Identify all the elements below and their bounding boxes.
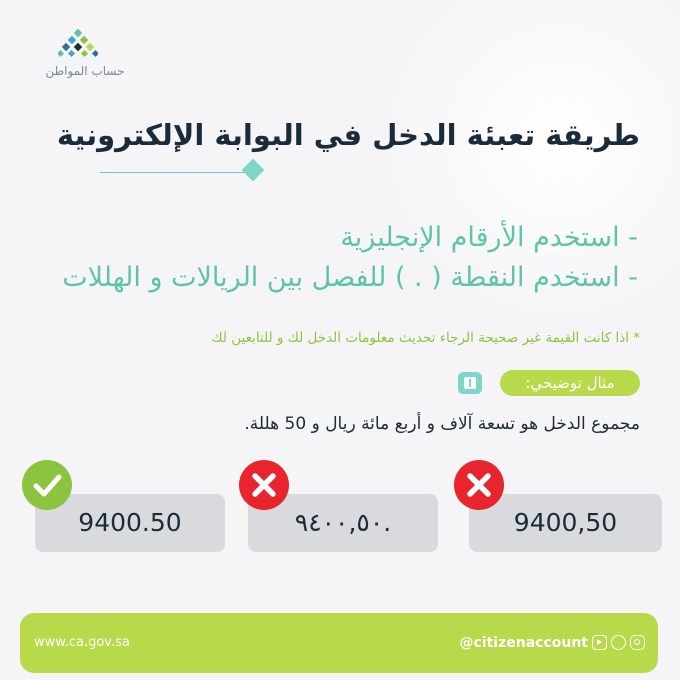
brand-name: حساب المواطن: [45, 64, 125, 78]
update-note: * اذا كانت القيمة غير صحيحة الرجاء تحديث معلومات الدخل لك و للتابعين لك: [211, 330, 640, 346]
social-icons: [592, 635, 646, 651]
diamond-icon: [242, 159, 265, 182]
value-box-correct: 9400.50: [35, 494, 225, 552]
brand-logo: [40, 28, 130, 88]
twitter-icon[interactable]: [611, 635, 626, 650]
value-box-wrong-arabic: ٩٤٠٠,٥٠.: [248, 494, 438, 552]
title-underline: [100, 172, 260, 173]
info-icon: [458, 372, 482, 394]
social-handle[interactable]: @citizenaccount: [459, 635, 588, 651]
instagram-icon[interactable]: [630, 635, 645, 650]
title-block: [56, 118, 640, 166]
instruction-decimal-point: - استخدم النقطة ( . ) للفصل بين الريالات و الهللات: [62, 262, 638, 293]
x-icon: [454, 460, 504, 510]
example-description: مجموع الدخل هو تسعة آلاف و أربع مائة ريال و 50 هللة.: [244, 414, 640, 434]
instruction-english-digits: - استخدم الأرقام الإنجليزية: [340, 222, 638, 253]
x-icon: [239, 460, 289, 510]
website-link[interactable]: www.ca.gov.sa: [34, 635, 130, 650]
page-title: طريقة تعبئة الدخل في البوابة الإلكترونية: [56, 118, 640, 152]
youtube-icon[interactable]: [592, 635, 607, 650]
logo-mark-icon: [58, 28, 98, 60]
value-box-wrong-comma: 9400,50: [469, 494, 662, 552]
example-label: مثال توضيحي:: [500, 370, 640, 396]
footer-bar: [20, 613, 658, 673]
check-icon: [22, 460, 72, 510]
